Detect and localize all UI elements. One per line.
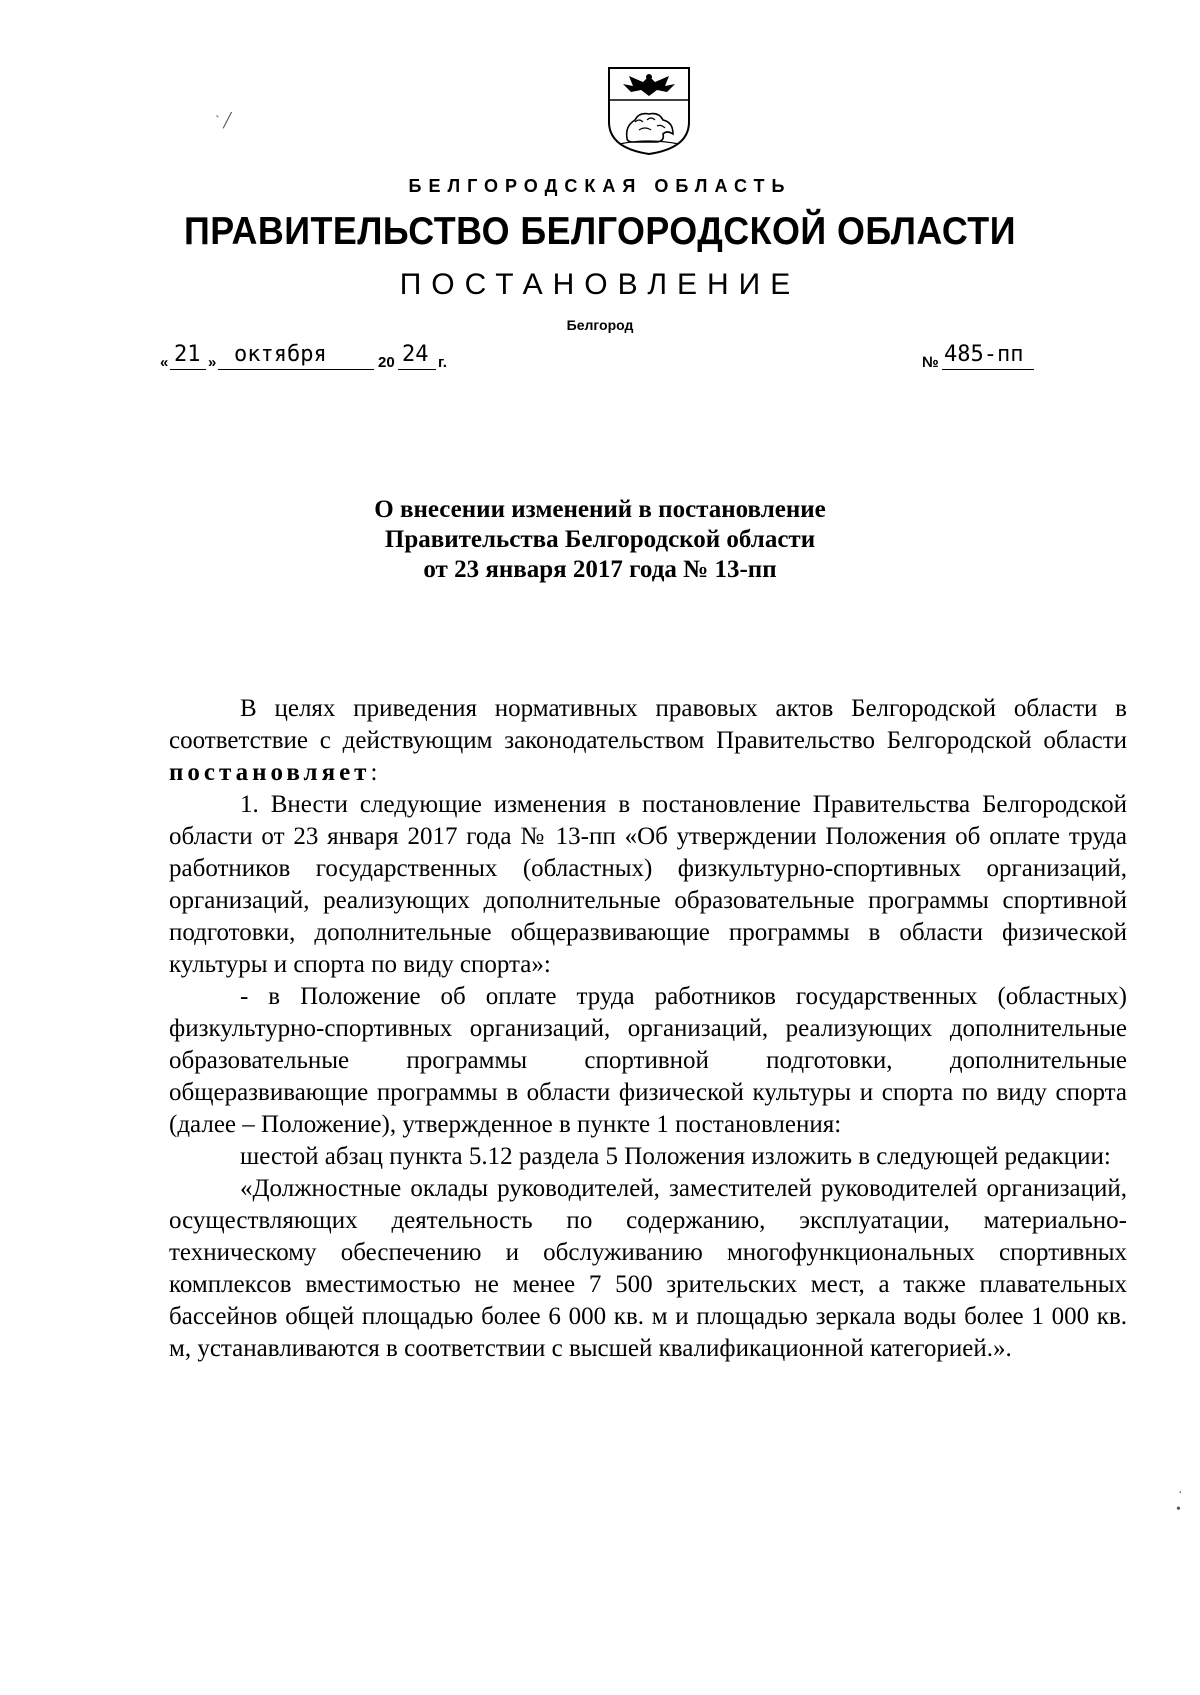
coat-of-arms-icon	[603, 64, 695, 156]
paragraph-new-text: «Должностные оклады руководителей, заместителей руководителей организаций, осуществляющих деятельность по содержанию, эксплуатации, материально-техническому обеспечению и обслуживанию многофункциональных спортивных комплексов вместимостью не менее 7 500 зрительских мест, а также плавательных бассейнов общей площадью более 6 000 кв. м и площадью зеркала воды более 1 000 кв. м, устанавливаются в соответствии с высшей квалификационной категорией.».	[169, 1175, 1127, 1362]
number-sign: №	[922, 354, 939, 371]
title-line-2: Правительства Белгородской области	[384, 526, 816, 553]
date-day: 21	[174, 342, 201, 367]
document-body	[169, 693, 1127, 1365]
month-underline	[218, 369, 374, 370]
paragraph-item-1: 1. Внести следующие изменения в постановление Правительства Белгородской области от 23 января 2017 года № 13-пп «Об утверждении Положения об оплате труда работников государственных (областных) физкультурно-спортивных организаций, организаций, реализующих дополнительные образовательные программы спортивной подготовки, дополнительные общеразвивающие программы в области физической культуры и спорта по виду спорта»:	[169, 791, 1127, 978]
scan-mark: ·	[1178, 1486, 1183, 1501]
resolves-word: постановляет	[169, 759, 371, 786]
document-number: 485-пп	[944, 342, 1024, 367]
day-underline	[170, 369, 206, 370]
paragraph-amendment: - в Положение об оплате труда работников государственных (областных) физкультурно-спортивных организаций, организаций, реализующих дополнительные образовательные программы спортивной подготовки, дополнительные общеразвивающие программы в области физической культуры и спорта по виду спорта (далее – Положение), утвержденное в пункте 1 постановления:	[169, 983, 1127, 1138]
year-underline	[398, 369, 436, 370]
scan-mark: •	[1176, 1502, 1181, 1517]
open-quote: «	[160, 354, 169, 371]
preamble-colon: :	[370, 759, 378, 786]
scan-mark: ˋ ╱	[215, 114, 232, 129]
preamble-text: В целях приведения нормативных правовых актов Белгородской области в соответствие с действующим законодательством Правительство Белгородской области	[169, 695, 1127, 754]
title-line-1: О внесении изменений в постановление	[374, 496, 826, 523]
government-name: ПРАВИТЕЛЬСТВО БЕЛГОРОДСКОЙ ОБЛАСТИ	[184, 210, 1016, 253]
date-number-line	[160, 342, 1070, 372]
year-prefix: 20	[378, 354, 395, 371]
paragraph-preamble	[169, 693, 1127, 789]
number-underline	[942, 369, 1034, 370]
close-quote: »	[208, 354, 217, 371]
date-month: октября	[234, 342, 327, 367]
year-abbrev: г.	[438, 354, 447, 371]
date-year: 24	[402, 342, 429, 367]
title-line-3: от 23 января 2017 года № 13-пп	[423, 556, 777, 583]
document-title	[0, 495, 1200, 585]
city-name: Белгород	[566, 317, 634, 333]
region-name: БЕЛГОРОДСКАЯ ОБЛАСТЬ	[408, 176, 792, 196]
document-type: ПОСТАНОВЛЕНИЕ	[399, 268, 801, 301]
paragraph-instruction: шестой абзац пункта 5.12 раздела 5 Положения изложить в следующей редакции:	[240, 1143, 1111, 1170]
